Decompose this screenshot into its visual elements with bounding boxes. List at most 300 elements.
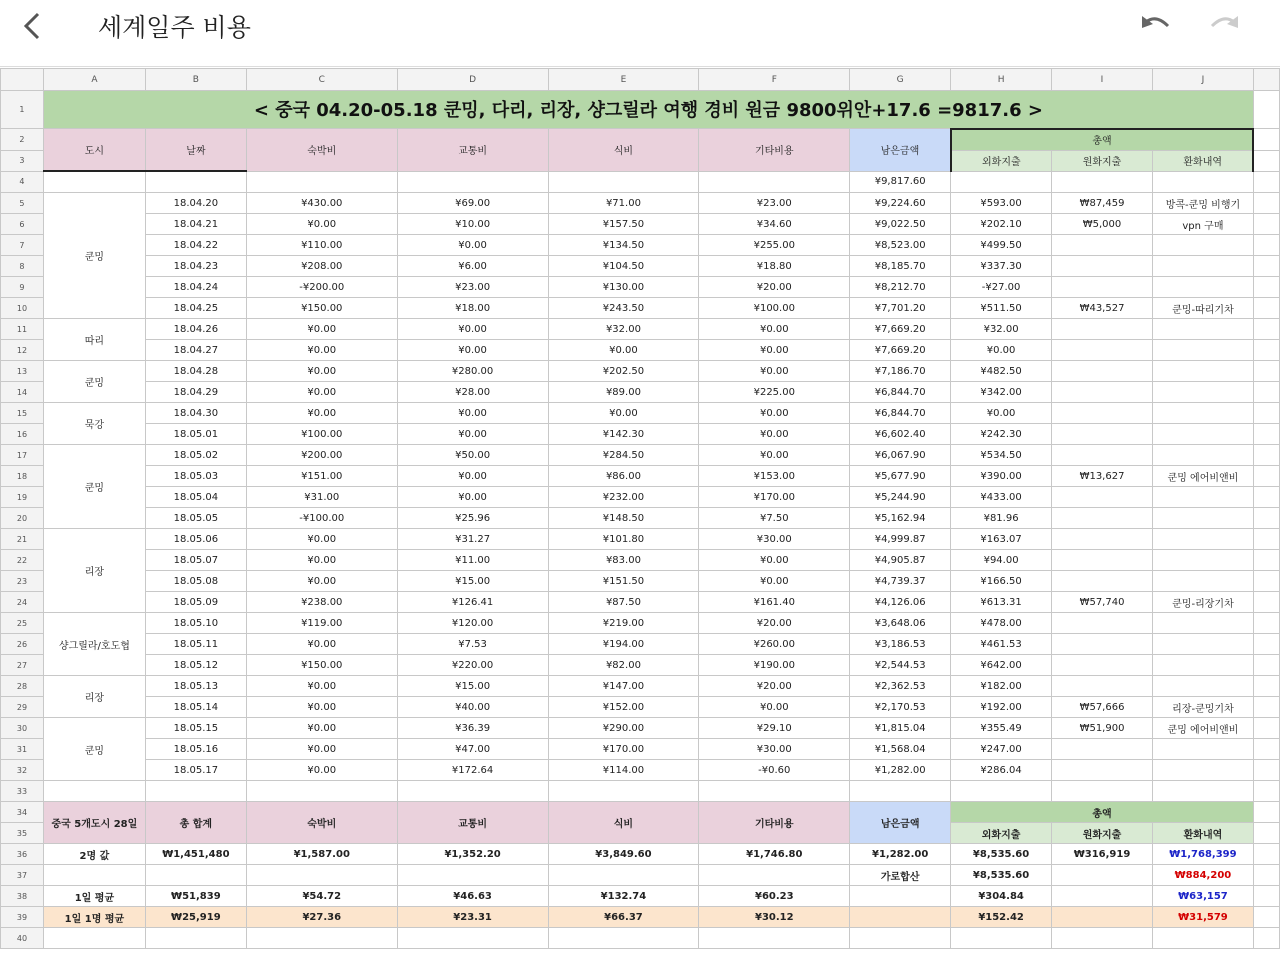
data-cell[interactable] — [1152, 403, 1253, 424]
data-cell[interactable]: 18.05.10 — [145, 613, 246, 634]
data-cell[interactable]: ¥23.00 — [699, 193, 850, 214]
cell[interactable] — [246, 928, 397, 949]
data-cell[interactable] — [1052, 487, 1153, 508]
summary-cell[interactable]: ¥1,282.00 — [850, 844, 951, 865]
data-cell[interactable] — [1052, 676, 1153, 697]
data-cell[interactable]: ¥242.30 — [951, 424, 1052, 445]
summary-cell[interactable] — [397, 865, 548, 886]
cell[interactable] — [699, 781, 850, 802]
data-cell[interactable]: -¥27.00 — [951, 277, 1052, 298]
data-cell[interactable]: ¥0.00 — [548, 340, 699, 361]
data-cell[interactable]: ¥0.00 — [246, 739, 397, 760]
row-number[interactable]: 20 — [1, 508, 44, 529]
data-cell[interactable]: ¥0.00 — [397, 319, 548, 340]
row-number[interactable]: 10 — [1, 298, 44, 319]
row-number[interactable]: 23 — [1, 571, 44, 592]
data-cell[interactable]: ¥8,185.70 — [850, 256, 951, 277]
data-cell[interactable] — [1152, 382, 1253, 403]
data-cell[interactable]: ¥110.00 — [246, 235, 397, 256]
data-cell[interactable]: ¥120.00 — [397, 613, 548, 634]
data-cell[interactable]: ¥0.00 — [951, 340, 1052, 361]
row-number[interactable]: 18 — [1, 466, 44, 487]
data-cell[interactable]: ¥71.00 — [548, 193, 699, 214]
data-cell[interactable]: ¥0.00 — [397, 466, 548, 487]
data-cell[interactable]: ¥4,905.87 — [850, 550, 951, 571]
cell[interactable] — [1253, 550, 1279, 571]
summary-cell[interactable]: ¥54.72 — [246, 886, 397, 907]
data-cell[interactable]: ¥157.50 — [548, 214, 699, 235]
summary-cell[interactable] — [850, 907, 951, 928]
data-cell[interactable]: ¥192.00 — [951, 697, 1052, 718]
data-cell[interactable]: ¥150.00 — [246, 655, 397, 676]
data-cell[interactable]: ¥94.00 — [951, 550, 1052, 571]
data-cell[interactable]: ¥25.96 — [397, 508, 548, 529]
data-cell[interactable]: ¥642.00 — [951, 655, 1052, 676]
data-cell[interactable]: ¥50.00 — [397, 445, 548, 466]
header-date[interactable]: 날짜 — [145, 129, 246, 172]
data-cell[interactable]: ¥0.00 — [397, 403, 548, 424]
data-cell[interactable] — [1152, 277, 1253, 298]
data-cell[interactable] — [1052, 634, 1153, 655]
data-cell[interactable]: ¥30.00 — [699, 739, 850, 760]
header-total[interactable]: 총액 — [951, 129, 1254, 151]
row-number[interactable]: 12 — [1, 340, 44, 361]
column-header-F[interactable]: F — [699, 69, 850, 91]
cell[interactable] — [1253, 865, 1279, 886]
cell[interactable] — [1253, 171, 1279, 193]
cell[interactable] — [548, 928, 699, 949]
data-cell[interactable] — [1152, 340, 1253, 361]
cell[interactable] — [1253, 739, 1279, 760]
data-cell[interactable]: 18.05.04 — [145, 487, 246, 508]
row-number[interactable]: 36 — [1, 844, 44, 865]
cell[interactable] — [951, 781, 1052, 802]
data-cell[interactable]: ¥3,648.06 — [850, 613, 951, 634]
row-number[interactable]: 8 — [1, 256, 44, 277]
data-cell[interactable]: 18.05.11 — [145, 634, 246, 655]
cell[interactable] — [246, 171, 397, 193]
data-cell[interactable]: ¥0.00 — [246, 214, 397, 235]
data-cell[interactable]: ¥134.50 — [548, 235, 699, 256]
data-cell[interactable]: ¥1,282.00 — [850, 760, 951, 781]
row-number[interactable]: 13 — [1, 361, 44, 382]
data-cell[interactable]: ¥534.50 — [951, 445, 1052, 466]
redo-icon[interactable] — [1206, 10, 1242, 40]
back-arrow-icon[interactable] — [14, 6, 54, 46]
data-cell[interactable]: ¥243.50 — [548, 298, 699, 319]
row-number[interactable]: 26 — [1, 634, 44, 655]
row-number[interactable]: 15 — [1, 403, 44, 424]
column-header-A[interactable]: A — [43, 69, 145, 91]
data-cell[interactable]: ¥151.50 — [548, 571, 699, 592]
data-cell[interactable]: ¥208.00 — [246, 256, 397, 277]
data-cell[interactable]: ¥31.00 — [246, 487, 397, 508]
data-cell[interactable] — [1152, 445, 1253, 466]
data-cell[interactable]: ¥31.27 — [397, 529, 548, 550]
header-remaining[interactable]: 남은금액 — [850, 129, 951, 172]
cell[interactable] — [850, 928, 951, 949]
row-number[interactable]: 4 — [1, 171, 44, 193]
data-cell[interactable] — [1052, 739, 1153, 760]
data-cell[interactable]: ₩57,740 — [1052, 592, 1153, 613]
summary-cell[interactable] — [1052, 886, 1153, 907]
summary-total-label[interactable]: 총 합계 — [145, 802, 246, 844]
data-cell[interactable]: ¥7,701.20 — [850, 298, 951, 319]
data-cell[interactable]: ¥0.00 — [246, 403, 397, 424]
cell[interactable] — [1152, 171, 1253, 193]
cell[interactable] — [1253, 277, 1279, 298]
data-cell[interactable]: ¥0.00 — [246, 718, 397, 739]
row-number[interactable]: 29 — [1, 697, 44, 718]
column-header-D[interactable]: D — [397, 69, 548, 91]
data-cell[interactable]: ¥461.53 — [951, 634, 1052, 655]
cell[interactable] — [850, 781, 951, 802]
cell[interactable] — [1152, 928, 1253, 949]
data-cell[interactable] — [1152, 739, 1253, 760]
data-cell[interactable]: ¥0.00 — [699, 697, 850, 718]
data-cell[interactable] — [1052, 403, 1153, 424]
data-cell[interactable]: ¥163.07 — [951, 529, 1052, 550]
city-cell[interactable]: 리장 — [43, 529, 145, 613]
cell[interactable] — [1253, 129, 1279, 151]
summary-krw[interactable]: 원화지출 — [1052, 823, 1153, 844]
row-number[interactable]: 39 — [1, 907, 44, 928]
data-cell[interactable]: 18.04.30 — [145, 403, 246, 424]
data-cell[interactable]: ¥8,212.70 — [850, 277, 951, 298]
summary-cell[interactable]: ¥27.36 — [246, 907, 397, 928]
data-cell[interactable]: ¥3,186.53 — [850, 634, 951, 655]
data-cell[interactable]: ¥172.64 — [397, 760, 548, 781]
cell[interactable] — [1253, 844, 1279, 865]
cell[interactable] — [1253, 424, 1279, 445]
data-cell[interactable]: ¥40.00 — [397, 697, 548, 718]
undo-icon[interactable] — [1138, 10, 1174, 40]
cell[interactable] — [246, 781, 397, 802]
cell[interactable] — [1253, 781, 1279, 802]
data-cell[interactable]: ¥0.00 — [699, 424, 850, 445]
data-cell[interactable] — [1052, 235, 1153, 256]
cell[interactable] — [1253, 508, 1279, 529]
data-cell[interactable]: ¥5,244.90 — [850, 487, 951, 508]
header-krw[interactable]: 원화지출 — [1052, 150, 1153, 171]
data-cell[interactable] — [1152, 571, 1253, 592]
data-cell[interactable]: ¥34.60 — [699, 214, 850, 235]
data-cell[interactable]: ¥166.50 — [951, 571, 1052, 592]
summary-cell[interactable]: ¥60.23 — [699, 886, 850, 907]
data-cell[interactable]: 쿤밍 에어비앤비 — [1152, 718, 1253, 739]
data-cell[interactable]: ¥613.31 — [951, 592, 1052, 613]
summary-cell[interactable]: ₩51,839 — [145, 886, 246, 907]
data-cell[interactable]: ¥6,844.70 — [850, 403, 951, 424]
data-cell[interactable]: ¥1,815.04 — [850, 718, 951, 739]
data-cell[interactable]: ¥219.00 — [548, 613, 699, 634]
data-cell[interactable]: 18.05.15 — [145, 718, 246, 739]
data-cell[interactable]: ¥9,022.50 — [850, 214, 951, 235]
data-cell[interactable]: ¥232.00 — [548, 487, 699, 508]
data-cell[interactable] — [1052, 550, 1153, 571]
data-cell[interactable]: 18.05.01 — [145, 424, 246, 445]
column-header-H[interactable]: H — [951, 69, 1052, 91]
cell[interactable] — [1253, 529, 1279, 550]
data-cell[interactable]: ¥2,544.53 — [850, 655, 951, 676]
cell[interactable] — [1253, 361, 1279, 382]
cell[interactable] — [699, 171, 850, 193]
header-food[interactable]: 식비 — [548, 129, 699, 172]
data-cell[interactable]: ¥433.00 — [951, 487, 1052, 508]
row-number[interactable]: 25 — [1, 613, 44, 634]
row-number[interactable]: 19 — [1, 487, 44, 508]
data-cell[interactable]: ¥286.04 — [951, 760, 1052, 781]
data-cell[interactable]: ¥20.00 — [699, 277, 850, 298]
data-cell[interactable] — [1052, 445, 1153, 466]
data-cell[interactable]: -¥0.60 — [699, 760, 850, 781]
cell[interactable] — [1253, 907, 1279, 928]
data-cell[interactable]: ¥238.00 — [246, 592, 397, 613]
cell[interactable] — [1253, 634, 1279, 655]
data-cell[interactable]: 18.05.16 — [145, 739, 246, 760]
header-lodging[interactable]: 숙박비 — [246, 129, 397, 172]
data-cell[interactable]: ¥36.39 — [397, 718, 548, 739]
banner-title[interactable]: < 중국 04.20-05.18 쿤밍, 다리, 리장, 샹그릴라 여행 경비 원금 9800위안+17.6 =9817.6 > — [43, 91, 1253, 129]
cell[interactable] — [397, 781, 548, 802]
summary-cell[interactable]: ₩25,919 — [145, 907, 246, 928]
data-cell[interactable]: ¥15.00 — [397, 571, 548, 592]
data-cell[interactable]: 쿤밍 에어비앤비 — [1152, 466, 1253, 487]
data-cell[interactable]: ¥32.00 — [951, 319, 1052, 340]
data-cell[interactable]: ¥0.00 — [246, 697, 397, 718]
row-number[interactable]: 21 — [1, 529, 44, 550]
data-cell[interactable]: 18.04.29 — [145, 382, 246, 403]
data-cell[interactable]: ¥2,170.53 — [850, 697, 951, 718]
city-cell[interactable]: 쿤밍 — [43, 193, 145, 319]
data-cell[interactable]: ¥6,067.90 — [850, 445, 951, 466]
summary-cell[interactable]: ¥66.37 — [548, 907, 699, 928]
row-number[interactable]: 38 — [1, 886, 44, 907]
data-cell[interactable]: ¥18.00 — [397, 298, 548, 319]
summary-cell[interactable]: ₩1,451,480 — [145, 844, 246, 865]
summary-cell[interactable]: ¥3,849.60 — [548, 844, 699, 865]
data-cell[interactable] — [1052, 529, 1153, 550]
data-cell[interactable] — [1152, 487, 1253, 508]
data-cell[interactable]: ¥0.00 — [699, 550, 850, 571]
data-cell[interactable]: ¥20.00 — [699, 676, 850, 697]
city-cell[interactable]: 쿤밍 — [43, 718, 145, 781]
cell[interactable] — [397, 928, 548, 949]
cell[interactable] — [1253, 193, 1279, 214]
cell[interactable] — [1253, 403, 1279, 424]
data-cell[interactable] — [1152, 529, 1253, 550]
summary-cell[interactable]: 1일 평균 — [43, 886, 145, 907]
row-number[interactable]: 16 — [1, 424, 44, 445]
cell[interactable] — [1253, 823, 1279, 844]
data-cell[interactable]: ¥8,523.00 — [850, 235, 951, 256]
cell[interactable] — [1253, 697, 1279, 718]
data-cell[interactable]: 18.05.07 — [145, 550, 246, 571]
data-cell[interactable]: ¥47.00 — [397, 739, 548, 760]
data-cell[interactable]: 쿤밍-따리기차 — [1152, 298, 1253, 319]
data-cell[interactable]: ¥0.00 — [699, 445, 850, 466]
summary-cell[interactable]: ¥1,746.80 — [699, 844, 850, 865]
data-cell[interactable]: ¥6,844.70 — [850, 382, 951, 403]
data-cell[interactable]: ¥4,999.87 — [850, 529, 951, 550]
header-foreign[interactable]: 외화지출 — [951, 150, 1052, 171]
summary-lodging[interactable]: 숙박비 — [246, 802, 397, 844]
data-cell[interactable]: 18.05.03 — [145, 466, 246, 487]
data-cell[interactable]: 18.05.08 — [145, 571, 246, 592]
data-cell[interactable]: ¥0.00 — [246, 550, 397, 571]
cell[interactable] — [951, 171, 1052, 193]
data-cell[interactable]: ¥86.00 — [548, 466, 699, 487]
spreadsheet-grid[interactable] — [0, 68, 1280, 961]
cell[interactable] — [1152, 781, 1253, 802]
data-cell[interactable]: ¥7,669.20 — [850, 319, 951, 340]
data-cell[interactable]: 18.05.02 — [145, 445, 246, 466]
summary-cell[interactable]: ¥23.31 — [397, 907, 548, 928]
data-cell[interactable]: ¥7,669.20 — [850, 340, 951, 361]
row-number[interactable]: 37 — [1, 865, 44, 886]
data-cell[interactable]: ¥194.00 — [548, 634, 699, 655]
cell[interactable] — [43, 928, 145, 949]
city-cell[interactable]: 따리 — [43, 319, 145, 361]
data-cell[interactable]: 18.04.20 — [145, 193, 246, 214]
cell[interactable] — [951, 928, 1052, 949]
data-cell[interactable]: ¥23.00 — [397, 277, 548, 298]
summary-cell[interactable] — [145, 865, 246, 886]
data-cell[interactable]: ¥142.30 — [548, 424, 699, 445]
data-cell[interactable]: ¥511.50 — [951, 298, 1052, 319]
header-other[interactable]: 기타비용 — [699, 129, 850, 172]
cell[interactable] — [1253, 802, 1279, 823]
cell[interactable] — [1253, 445, 1279, 466]
data-cell[interactable]: vpn 구매 — [1152, 214, 1253, 235]
data-cell[interactable] — [1152, 634, 1253, 655]
cell[interactable] — [145, 928, 246, 949]
corner-cell[interactable] — [1, 69, 44, 91]
cell[interactable] — [1253, 150, 1279, 171]
summary-cell[interactable] — [548, 865, 699, 886]
summary-other[interactable]: 기타비용 — [699, 802, 850, 844]
cell[interactable] — [1253, 319, 1279, 340]
cell[interactable] — [1253, 256, 1279, 277]
data-cell[interactable]: ¥247.00 — [951, 739, 1052, 760]
summary-foreign[interactable]: 외화지출 — [951, 823, 1052, 844]
summary-transport[interactable]: 교통비 — [397, 802, 548, 844]
summary-cell[interactable] — [43, 865, 145, 886]
data-cell[interactable]: 18.04.21 — [145, 214, 246, 235]
summary-cell[interactable] — [246, 865, 397, 886]
data-cell[interactable]: ₩51,900 — [1052, 718, 1153, 739]
summary-cell[interactable]: ¥1,352.20 — [397, 844, 548, 865]
cell[interactable] — [43, 171, 145, 193]
data-cell[interactable]: ¥0.00 — [699, 571, 850, 592]
data-cell[interactable]: ¥202.50 — [548, 361, 699, 382]
data-cell[interactable]: ¥2,362.53 — [850, 676, 951, 697]
data-cell[interactable]: ¥482.50 — [951, 361, 1052, 382]
data-cell[interactable]: 18.05.12 — [145, 655, 246, 676]
data-cell[interactable]: ¥0.00 — [246, 340, 397, 361]
cell[interactable] — [1052, 781, 1153, 802]
data-cell[interactable]: 18.04.28 — [145, 361, 246, 382]
row-number[interactable]: 11 — [1, 319, 44, 340]
cell[interactable] — [1253, 760, 1279, 781]
summary-cell[interactable]: ₩31,579 — [1152, 907, 1253, 928]
data-cell[interactable]: ¥0.00 — [246, 382, 397, 403]
summary-cell[interactable] — [1052, 907, 1153, 928]
data-cell[interactable]: ¥69.00 — [397, 193, 548, 214]
summary-cell[interactable]: ¥30.12 — [699, 907, 850, 928]
cell[interactable] — [1253, 382, 1279, 403]
summary-cell[interactable]: ¥132.74 — [548, 886, 699, 907]
data-cell[interactable]: ¥1,568.04 — [850, 739, 951, 760]
row-number[interactable]: 6 — [1, 214, 44, 235]
column-header-E[interactable]: E — [548, 69, 699, 91]
row-number[interactable]: 2 — [1, 129, 44, 151]
data-cell[interactable]: 18.04.22 — [145, 235, 246, 256]
cell[interactable] — [548, 781, 699, 802]
data-cell[interactable]: ¥390.00 — [951, 466, 1052, 487]
city-cell[interactable]: 샹그릴라/호도협 — [43, 613, 145, 676]
data-cell[interactable]: ¥83.00 — [548, 550, 699, 571]
data-cell[interactable]: ¥0.00 — [397, 235, 548, 256]
data-cell[interactable]: ¥170.00 — [548, 739, 699, 760]
data-cell[interactable] — [1052, 571, 1153, 592]
data-cell[interactable]: 18.05.13 — [145, 676, 246, 697]
cell[interactable] — [1253, 655, 1279, 676]
data-cell[interactable] — [1052, 340, 1153, 361]
column-header-B[interactable]: B — [145, 69, 246, 91]
cell[interactable] — [1253, 613, 1279, 634]
row-number[interactable]: 33 — [1, 781, 44, 802]
data-cell[interactable]: ¥499.50 — [951, 235, 1052, 256]
summary-cell[interactable]: ₩316,919 — [1052, 844, 1153, 865]
data-cell[interactable] — [1152, 424, 1253, 445]
summary-cell[interactable]: ₩1,768,399 — [1152, 844, 1253, 865]
data-cell[interactable]: 18.04.23 — [145, 256, 246, 277]
row-number[interactable]: 22 — [1, 550, 44, 571]
data-cell[interactable]: ¥593.00 — [951, 193, 1052, 214]
row-number[interactable]: 3 — [1, 150, 44, 171]
data-cell[interactable]: ¥100.00 — [699, 298, 850, 319]
data-cell[interactable] — [1152, 550, 1253, 571]
data-cell[interactable]: ¥0.00 — [699, 319, 850, 340]
cell[interactable] — [1253, 235, 1279, 256]
data-cell[interactable]: ¥478.00 — [951, 613, 1052, 634]
data-cell[interactable]: ₩43,527 — [1052, 298, 1153, 319]
data-cell[interactable] — [1152, 760, 1253, 781]
data-cell[interactable] — [1052, 760, 1153, 781]
data-cell[interactable]: 18.04.25 — [145, 298, 246, 319]
cell[interactable] — [145, 171, 246, 193]
row-number[interactable]: 30 — [1, 718, 44, 739]
data-cell[interactable]: ¥5,677.90 — [850, 466, 951, 487]
data-cell[interactable]: ¥4,126.06 — [850, 592, 951, 613]
summary-cell[interactable]: ¥304.84 — [951, 886, 1052, 907]
row-number[interactable]: 27 — [1, 655, 44, 676]
data-cell[interactable]: ¥0.00 — [699, 340, 850, 361]
data-cell[interactable]: ¥337.30 — [951, 256, 1052, 277]
summary-cell[interactable] — [1052, 865, 1153, 886]
data-cell[interactable]: ¥147.00 — [548, 676, 699, 697]
cell[interactable] — [1253, 928, 1279, 949]
summary-cell[interactable]: ₩884,200 — [1152, 865, 1253, 886]
data-cell[interactable] — [1152, 256, 1253, 277]
cell[interactable] — [1253, 886, 1279, 907]
data-cell[interactable]: ¥225.00 — [699, 382, 850, 403]
column-header-C[interactable]: C — [246, 69, 397, 91]
cell[interactable] — [1253, 91, 1279, 129]
data-cell[interactable]: ¥30.00 — [699, 529, 850, 550]
summary-cell[interactable]: ¥1,587.00 — [246, 844, 397, 865]
